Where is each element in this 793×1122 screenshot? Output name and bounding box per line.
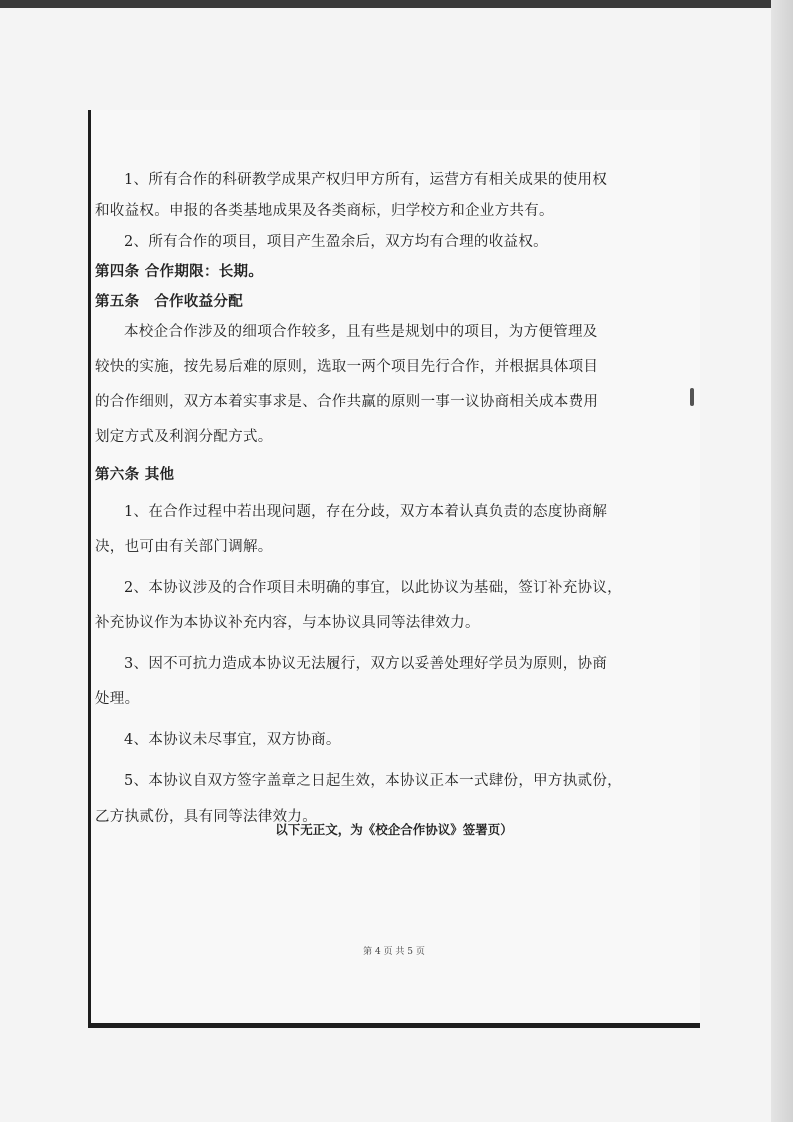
clause-3-item-1-line-2: 和收益权。申报的各类基地成果及各类商标，归学校方和企业方共有。 <box>95 203 554 219</box>
clause-6-item-1-line-1: 1、在合作过程中若出现问题，存在分歧，双方本着认真负责的态度协商解 <box>124 504 608 520</box>
clause-5-line-1: 本校企合作涉及的细项合作较多，且有些是规划中的项目，为方便管理及 <box>124 324 598 340</box>
closing-note: 以下无正文，为《校企合作协议》签署页） <box>275 822 513 837</box>
clause-5-line-3: 的合作细则，双方本着实事求是、合作共赢的原则一事一议协商相关成本费用 <box>95 394 599 410</box>
clause-5-line-4: 划定方式及利润分配方式。 <box>95 429 273 445</box>
clause-6-item-3-line-2: 处理。 <box>95 691 140 707</box>
clause-3-item-1-line-1: 1、所有合作的科研教学成果产权归甲方所有，运营方有相关成果的使用权 <box>124 172 608 188</box>
scan-top-edge <box>0 0 793 8</box>
clause-6-item-5-line-2: 乙方执贰份，具有同等法律效力。 <box>95 809 317 825</box>
document-body <box>95 170 670 828</box>
clause-6-item-4: 4、本协议未尽事宜，双方协商。 <box>124 732 341 748</box>
clause-5-heading: 第五条 合作收益分配 <box>95 294 243 310</box>
clause-4-heading: 第四条 合作期限：长期。 <box>95 264 264 280</box>
scan-mark <box>690 388 694 406</box>
clause-6-item-1-line-2: 决，也可由有关部门调解。 <box>95 539 273 555</box>
scan-right-edge <box>771 0 793 1122</box>
clause-3-item-2: 2、所有合作的项目，项目产生盈余后，双方均有合理的收益权。 <box>124 234 548 250</box>
clause-5-line-2: 较快的实施，按先易后难的原则，选取一两个项目先行合作，并根据具体项目 <box>95 359 599 375</box>
clause-6-item-5-line-1: 5、本协议自双方签字盖章之日起生效，本协议正本一式肆份，甲方执贰份， <box>124 773 622 789</box>
clause-6-item-2-line-2: 补充协议作为本协议补充内容，与本协议具同等法律效力。 <box>95 615 480 631</box>
clause-6-heading: 第六条 其他 <box>95 467 175 483</box>
clause-6-item-2-line-1: 2、本协议涉及的合作项目未明确的事宜，以此协议为基础，签订补充协议， <box>124 580 622 596</box>
clause-6-item-3-line-1: 3、因不可抗力造成本协议无法履行，双方以妥善处理好学员为原则，协商 <box>124 656 608 672</box>
page-number: 第 4 页 共 5 页 <box>363 947 425 957</box>
